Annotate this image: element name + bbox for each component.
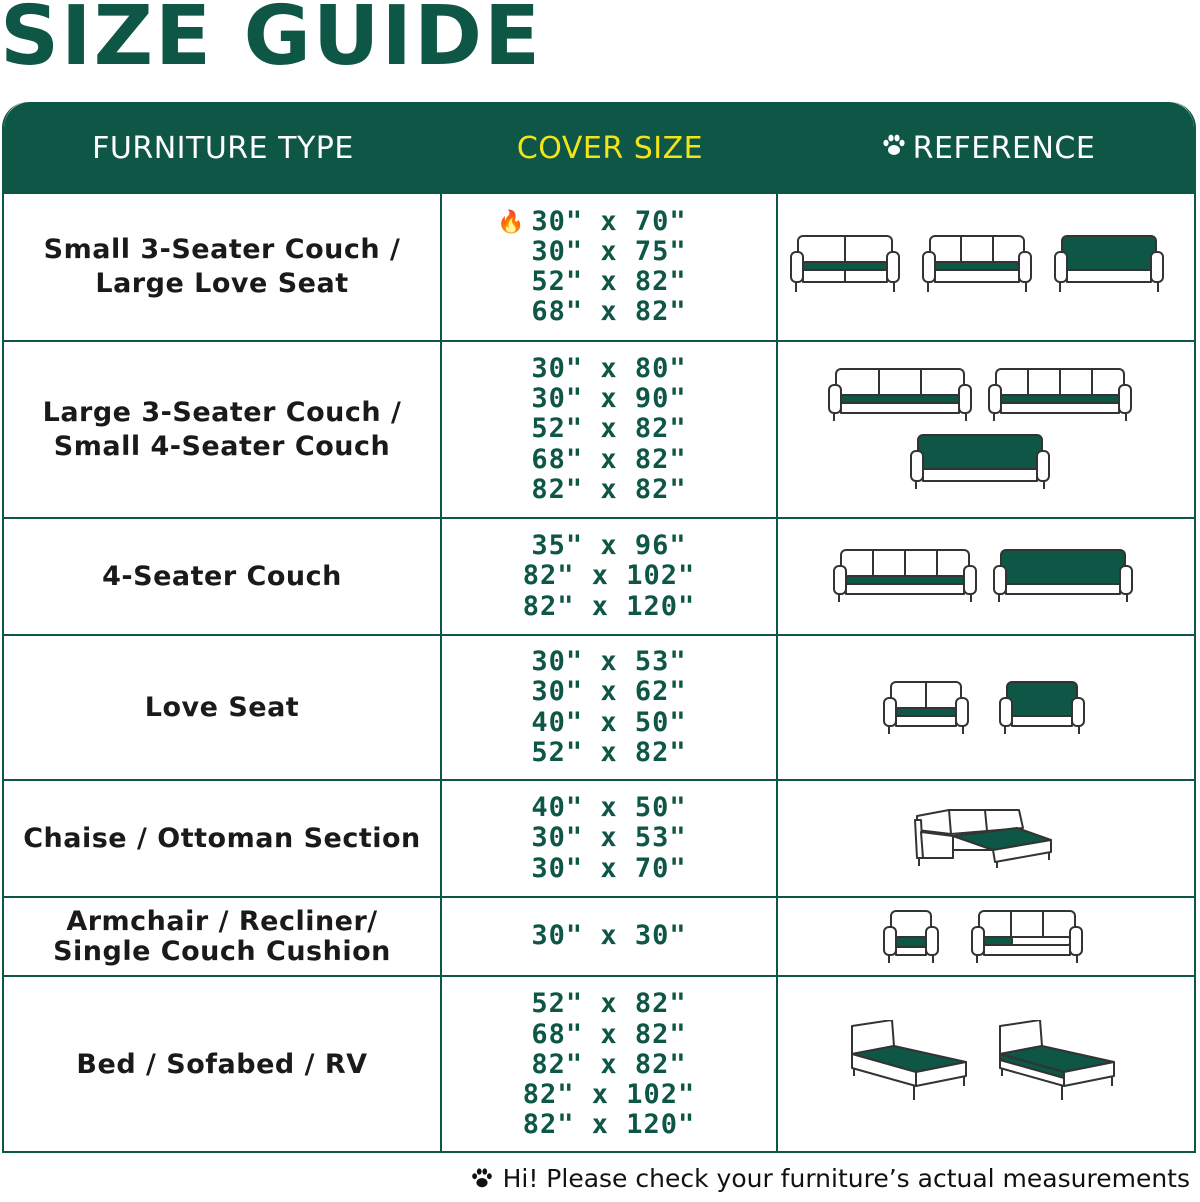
cover-size: 52" x 82" xyxy=(531,266,687,297)
cover-size: 30" x 90" xyxy=(531,383,687,415)
table-row xyxy=(4,636,1194,781)
header-furniture-type: FURNITURE TYPE xyxy=(92,130,354,166)
cover-size: 30" x 53" xyxy=(531,822,687,854)
reference-images xyxy=(778,342,1196,517)
furniture-type: Armchair / Recliner/ Single Couch Cushion xyxy=(53,905,391,967)
cover-size: 82" x 82" xyxy=(531,1048,687,1080)
sofa-3-seat-icon xyxy=(791,236,899,292)
sofa-covered-icon xyxy=(994,550,1132,602)
header-reference xyxy=(778,102,1196,194)
reference-images xyxy=(778,519,1196,634)
bed-covered-icon xyxy=(1000,1020,1114,1100)
cover-sizes xyxy=(442,781,778,896)
cover-size: 68" x 82" xyxy=(531,296,687,328)
table-row xyxy=(4,898,1194,977)
cover-size: 30" x 70" xyxy=(531,852,687,884)
table-row xyxy=(4,342,1194,519)
footer-text: Hi! Please check your furniture’s actual measurements xyxy=(502,1164,1190,1193)
reference-images xyxy=(778,898,1196,975)
table-header xyxy=(4,102,1194,194)
loveseat-covered-icon xyxy=(1000,682,1084,734)
bed-icon xyxy=(852,1020,966,1100)
cover-size: 35" x 96" xyxy=(531,530,687,562)
cover-size: 30" x 70" xyxy=(531,205,687,237)
cover-size: 30" x 75" xyxy=(531,235,687,267)
sofa-single-cushion-icon xyxy=(972,911,1082,963)
cover-size: 30" x 80" xyxy=(531,352,687,384)
cover-size: 82" x 120" xyxy=(522,590,696,622)
reference-images xyxy=(778,194,1196,340)
furniture-type: Bed / Sofabed / RV xyxy=(76,1049,368,1080)
armchair-icon xyxy=(884,911,938,963)
table-row xyxy=(4,519,1194,636)
cover-size: 52" x 82" xyxy=(531,988,687,1020)
header-reference-label: REFERENCE xyxy=(912,130,1096,166)
size-guide-table xyxy=(2,102,1196,1153)
reference-images xyxy=(778,977,1196,1153)
cover-size: 52" x 82" xyxy=(531,736,687,768)
page-title: SIZE GUIDE xyxy=(0,0,543,84)
table-row xyxy=(4,781,1194,898)
header-cover-size: COVER SIZE xyxy=(516,130,704,166)
cover-size: 40" x 50" xyxy=(531,706,687,738)
sofa-4-cushion-icon xyxy=(834,550,976,602)
cover-size: 82" x 82" xyxy=(531,473,687,505)
sofa-3-seat-icon xyxy=(829,369,971,421)
sofa-4-cushion-icon xyxy=(989,369,1131,421)
cover-sizes xyxy=(442,194,778,340)
fire-icon: 🔥 xyxy=(497,209,526,235)
cover-size: 82" x 120" xyxy=(522,1109,696,1141)
cover-size: 68" x 82" xyxy=(531,443,687,475)
cover-size: 30" x 53" xyxy=(531,646,687,678)
sofa-3-cushion-icon xyxy=(923,236,1031,292)
paw-icon xyxy=(469,1164,503,1193)
paw-icon xyxy=(881,131,907,166)
furniture-type: Chaise / Ottoman Section xyxy=(23,822,421,854)
furniture-type: Small 3-Seater Couch / Large Love Seat xyxy=(43,234,401,299)
cover-sizes xyxy=(442,342,778,517)
cover-sizes xyxy=(442,636,778,779)
table-row xyxy=(4,977,1194,1153)
cover-size: 30" x 62" xyxy=(531,676,687,708)
sectional-chaise-icon xyxy=(915,810,1051,868)
sofa-covered-icon xyxy=(911,435,1049,489)
reference-images xyxy=(778,781,1196,896)
furniture-type: Love Seat xyxy=(144,691,300,723)
furniture-type: 4-Seater Couch xyxy=(102,560,342,592)
cover-sizes xyxy=(442,519,778,634)
cover-size: 82" x 102" xyxy=(522,1079,696,1111)
cover-size: 68" x 82" xyxy=(531,1018,687,1050)
cover-sizes xyxy=(442,977,778,1153)
reference-images xyxy=(778,636,1196,779)
footer-note xyxy=(469,1164,1190,1193)
loveseat-icon xyxy=(884,682,968,734)
cover-size: 52" x 82" xyxy=(531,413,687,445)
cover-size: 82" x 102" xyxy=(522,560,696,592)
cover-size: 40" x 50" xyxy=(531,792,687,824)
cover-sizes xyxy=(442,898,778,975)
table-row xyxy=(4,194,1194,342)
furniture-type: Large 3-Seater Couch / Small 4-Seater Couch xyxy=(42,396,402,462)
cover-size: 30" x 30" xyxy=(531,920,687,952)
sofa-covered-icon xyxy=(1055,236,1163,292)
